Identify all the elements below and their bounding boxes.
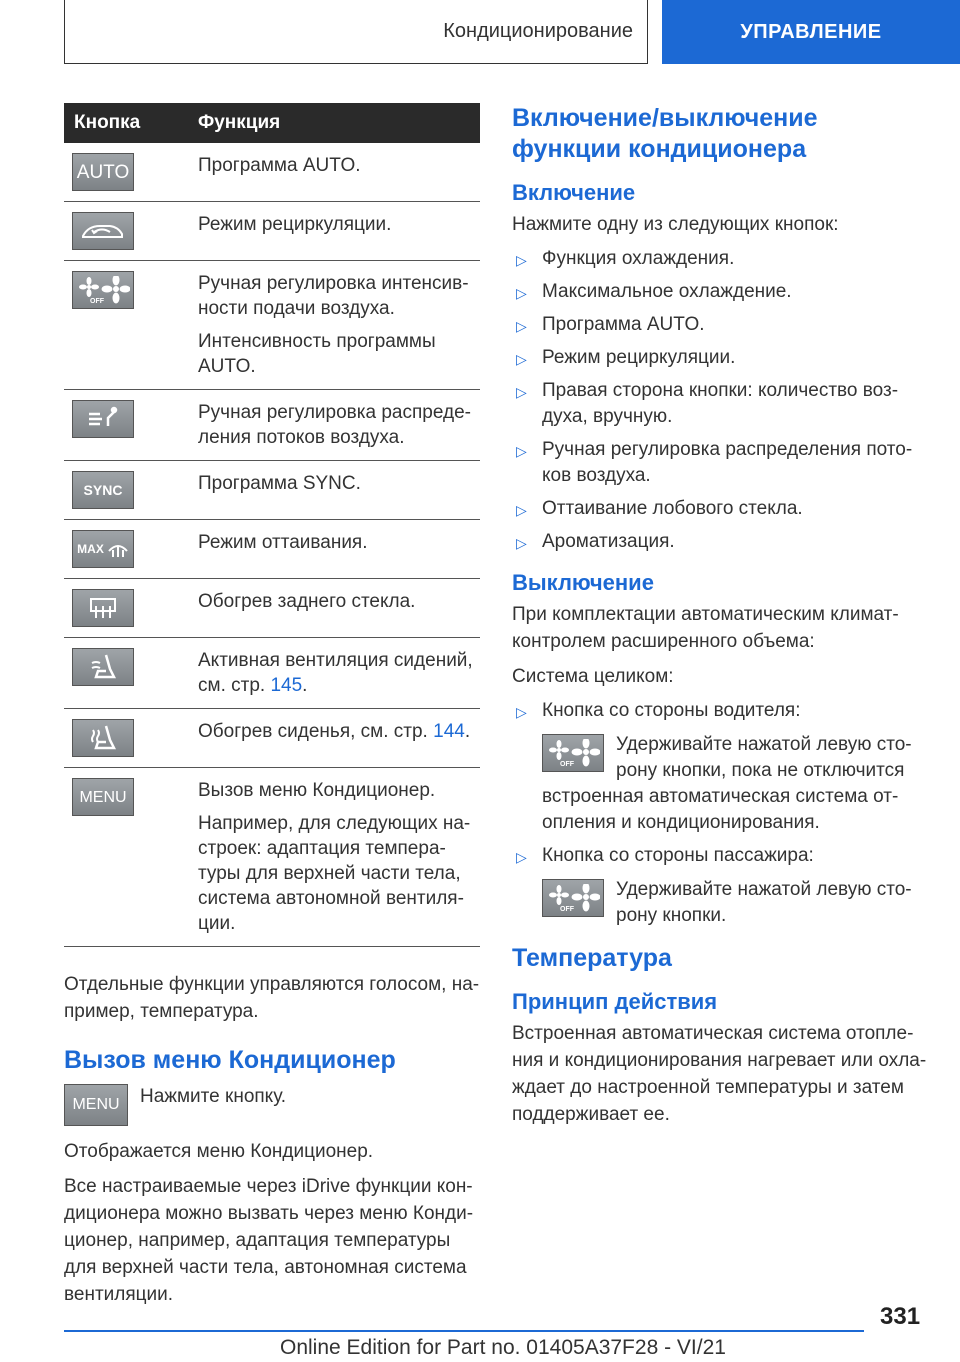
table-row xyxy=(64,638,480,709)
section-tab[interactable]: УПРАВЛЕНИЕ xyxy=(662,0,960,64)
recirculation-button-icon xyxy=(72,212,134,250)
function-text: Режим рециркуляции. xyxy=(198,214,392,235)
passenger-instruction: OFF Удерживайте нажатой левую сто-рону кнопки. xyxy=(542,877,932,929)
on-heading: Включение xyxy=(512,180,636,205)
fan-speed-button-icon xyxy=(542,879,604,917)
seat-ventilation-button-icon xyxy=(72,648,134,686)
function-text: Ручная регулировка распреде-ления потоков воздуха. xyxy=(198,402,471,448)
function-text: Например, для следующих на-строек: адаптация темпера-туры для верхней части тела, система автономной вентиля-ции. xyxy=(198,813,471,934)
left-column xyxy=(64,103,480,1316)
principle-text: Встроенная автоматическая система отопле-ния и кондиционирования нагревает или охла-ждает до настроенной температуры и затем поддерживает ее. xyxy=(512,1023,927,1125)
off-whole: Система целиком: xyxy=(512,666,674,687)
list-item: ▷ Кнопка со стороны водителя: OFF Удерживайте нажатой левую сто-рону кнопки, пока не отключится встроенная автоматическая система от-опления и кондиционирования. xyxy=(512,698,932,836)
max-defrost-button-icon: MAX xyxy=(72,530,134,568)
on-intro: Нажмите одну из следующих кнопок: xyxy=(512,214,839,235)
sync-button-icon: SYNC xyxy=(72,471,134,509)
table-row xyxy=(64,768,480,947)
off-list xyxy=(512,698,932,929)
list-item: ▷ Режим рециркуляции. xyxy=(516,347,736,368)
col-function-header: Функция xyxy=(188,103,480,143)
list-item: ▷ Максимальное охлаждение. xyxy=(516,281,792,302)
table-row xyxy=(64,390,480,461)
table-row xyxy=(64,520,480,579)
principle-heading: Принцип действия xyxy=(512,989,718,1014)
page-link-144[interactable]: 144 xyxy=(433,721,465,742)
list-item: ▷ Ароматизация. xyxy=(516,531,675,552)
function-text: Режим оттаивания. xyxy=(198,532,368,553)
fan-speed-button-icon xyxy=(72,271,134,309)
table-row xyxy=(64,579,480,638)
button-function-table xyxy=(64,103,480,947)
menu-button-icon: MENU xyxy=(64,1084,128,1126)
function-text: Программа AUTO. xyxy=(198,155,361,176)
function-text: Обогрев заднего стекла. xyxy=(198,591,416,612)
svg-text:OFF: OFF xyxy=(560,761,574,767)
chapter-title: Кондиционирование xyxy=(64,0,648,64)
menu-press-text: Нажмите кнопку. xyxy=(140,1086,287,1107)
fan-speed-button-icon xyxy=(542,734,604,772)
function-text: Ручная регулировка интенсив-ности подачи воздуха. xyxy=(198,273,469,319)
edition-text: Online Edition for Part no. 01405A37F28 - VI/21 xyxy=(280,1336,726,1359)
driver-instruction: OFF Удерживайте нажатой левую сто-рону кнопки, пока не отключится встроенная автоматическая система от-опления и кондиционирования. xyxy=(542,734,912,833)
menu-idrive-text: Все настраиваемые через iDrive функции кон-диционера можно вызвать через меню Конди-ционер, например, адаптация температуры для верхней части тела, автономная система вентиляции. xyxy=(64,1176,474,1305)
list-item: ▷ Функция охлаждения. xyxy=(516,248,735,269)
menu-heading: Вызов меню Кондиционер xyxy=(64,1046,396,1074)
off-heading: Выключение xyxy=(512,570,654,595)
air-distribution-button-icon xyxy=(72,400,134,438)
on-list xyxy=(512,246,932,555)
list-item: ▷ Оттаивание лобового стекла. xyxy=(516,498,803,519)
table-row xyxy=(64,143,480,202)
svg-text:OFF: OFF xyxy=(90,298,104,304)
table-row xyxy=(64,461,480,520)
right-column xyxy=(512,103,932,1136)
table-row xyxy=(64,202,480,261)
function-text: Интенсивность программы AUTO. xyxy=(198,331,436,377)
voice-note: Отдельные функции управляются голосом, на-пример, температура. xyxy=(64,974,480,1022)
svg-text:OFF: OFF xyxy=(560,906,574,912)
page-number: 331 xyxy=(880,1303,921,1330)
ac-onoff-heading: Включение/выключение функции кондиционера xyxy=(512,104,818,163)
function-text: Программа SYNC. xyxy=(198,473,361,494)
function-text: Активная вентиляция сидений, см. стр. 145. xyxy=(198,650,473,696)
list-item: ▷ Правая сторона кнопки: количество воз-духа, вручную. xyxy=(516,380,899,427)
list-item: ▷ Кнопка со стороны пассажира: OFF Удерживайте нажатой левую сто-рону кнопки. xyxy=(512,843,932,929)
table-row xyxy=(64,261,480,390)
function-text: Обогрев сиденья, см. стр. 144. xyxy=(198,721,471,742)
menu-shown-text: Отображается меню Кондиционер. xyxy=(64,1141,374,1162)
rear-window-heating-button-icon xyxy=(72,589,134,627)
temperature-heading: Температура xyxy=(512,944,672,972)
col-button-header: Кнопка xyxy=(64,103,188,143)
table-row xyxy=(64,709,480,768)
page-header xyxy=(0,0,960,66)
list-item: ▷ Программа AUTO. xyxy=(516,314,705,335)
footer-divider xyxy=(64,1330,864,1332)
auto-button-icon: AUTO xyxy=(72,153,134,191)
seat-heating-button-icon xyxy=(72,719,134,757)
menu-button-icon: MENU xyxy=(72,778,134,816)
page-link-145[interactable]: 145 xyxy=(270,675,303,696)
off-intro: При комплектации автоматическим климат-контролем расширенного объема: xyxy=(512,604,899,652)
list-item: ▷ Ручная регулировка распределения пото-ков воздуха. xyxy=(516,439,913,486)
function-text: Вызов меню Кондиционер. xyxy=(198,780,436,801)
